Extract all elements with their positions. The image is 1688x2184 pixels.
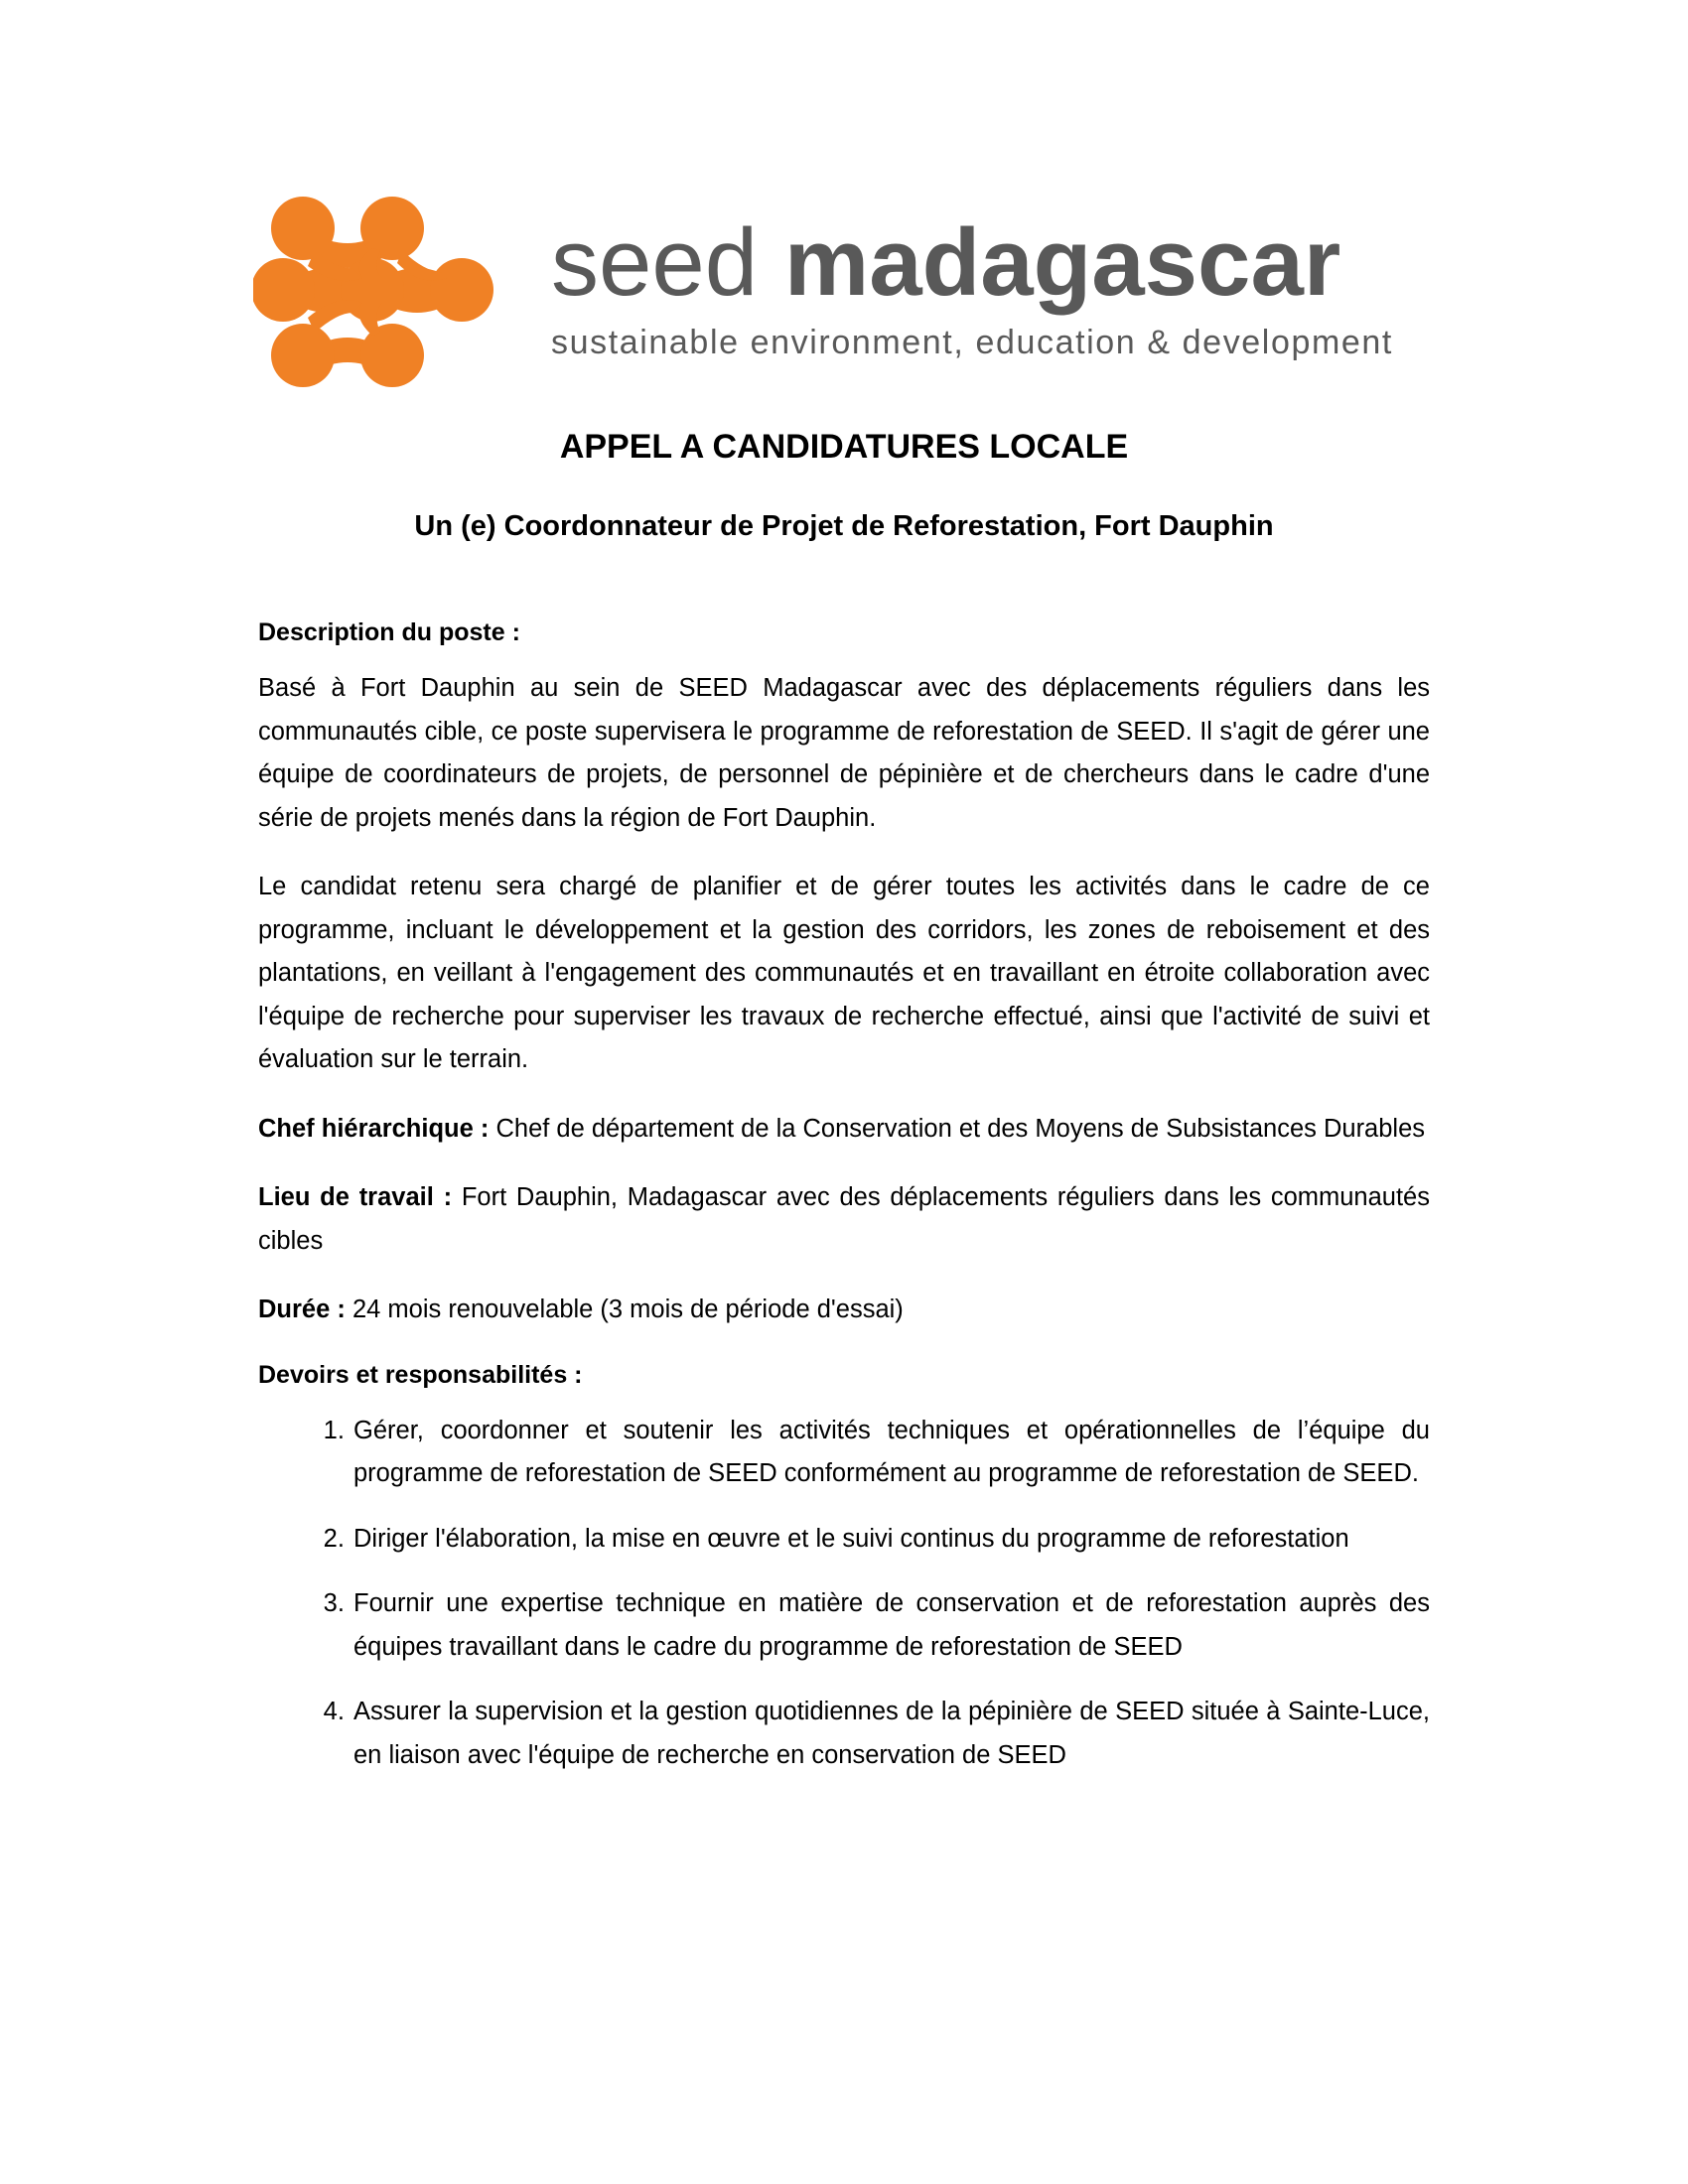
chef-hierarchique <box>258 1108 1430 1152</box>
list-item: 2. Diriger l'élaboration, la mise en œuvre et le suivi continus du programme de reforestation <box>352 1518 1430 1562</box>
description-paragraph-1: Basé à Fort Dauphin au sein de SEED Madagascar avec des déplacements réguliers dans les communautés cible, ce poste supervisera le programme de reforestation de SEED. Il s'agit de gérer une équipe de coordinateurs de projets, de personnel de pépinière et de chercheurs dans le cadre d'une série de projets menés dans la région de Fort Dauphin. <box>258 674 1430 832</box>
document-body <box>258 425 1430 1799</box>
duties-heading: Devoirs et responsabilités : <box>258 1360 583 1389</box>
seed-logo-mark-icon <box>253 179 511 402</box>
lieu-de-travail-value: Fort Dauphin, Madagascar avec des déplacements réguliers dans les communautés cibles <box>258 1183 1430 1255</box>
chef-hierarchique-label: Chef hiérarchique : <box>258 1114 490 1143</box>
description-paragraph-2: Le candidat retenu sera chargé de planifier et de gérer toutes les activités dans le cadre de ce programme, incluant le développement et la gestion des corridors, les zones de reboisement et des plantations, en veillant à l'engagement des communautés et en travaillant en étroite collaboration avec l'équipe de recherche pour superviser les travaux de recherche effectué, ainsi que l'activité de suivi et évaluation sur le terrain. <box>258 873 1430 1073</box>
description-heading: Description du poste : <box>258 618 520 646</box>
list-item: 1. Gérer, coordonner et soutenir les activités techniques et opérationnelles de l’équipe du programme de reforestation de SEED conformément au programme de reforestation de SEED. <box>352 1410 1430 1496</box>
seed-madagascar-logo <box>253 179 1425 402</box>
duree <box>258 1289 1430 1332</box>
duree-label: Durée : <box>258 1296 346 1323</box>
lieu-de-travail <box>258 1176 1430 1263</box>
list-item: 4. Assurer la supervision et la gestion quotidiennes de la pépinière de SEED située à Sainte-Luce, en liaison avec l'équipe de recherche en conservation de SEED <box>352 1691 1430 1777</box>
logo-wordmark <box>551 208 1340 318</box>
list-item: 3. Fournir une expertise technique en matière de conservation et de reforestation auprès des équipes travaillant dans le cadre du programme de reforestation de SEED <box>352 1582 1430 1669</box>
lieu-de-travail-label: Lieu de travail : <box>258 1183 453 1211</box>
duties-list <box>258 1410 1430 1778</box>
duree-value: 24 mois renouvelable (3 mois de période d'essai) <box>345 1296 904 1323</box>
page-subtitle: Un (e) Coordonnateur de Projet de Reforestation, Fort Dauphin <box>414 510 1274 542</box>
chef-hierarchique-value: Chef de département de la Conservation et des Moyens de Subsistances Durables <box>489 1114 1426 1143</box>
logo-wordmark-bold: madagascar <box>783 209 1341 316</box>
page-title: APPEL A CANDIDATURES LOCALE <box>559 428 1129 466</box>
logo-wordmark-light: seed <box>551 209 784 316</box>
logo-tagline: sustainable environment, education & development <box>551 324 1393 361</box>
